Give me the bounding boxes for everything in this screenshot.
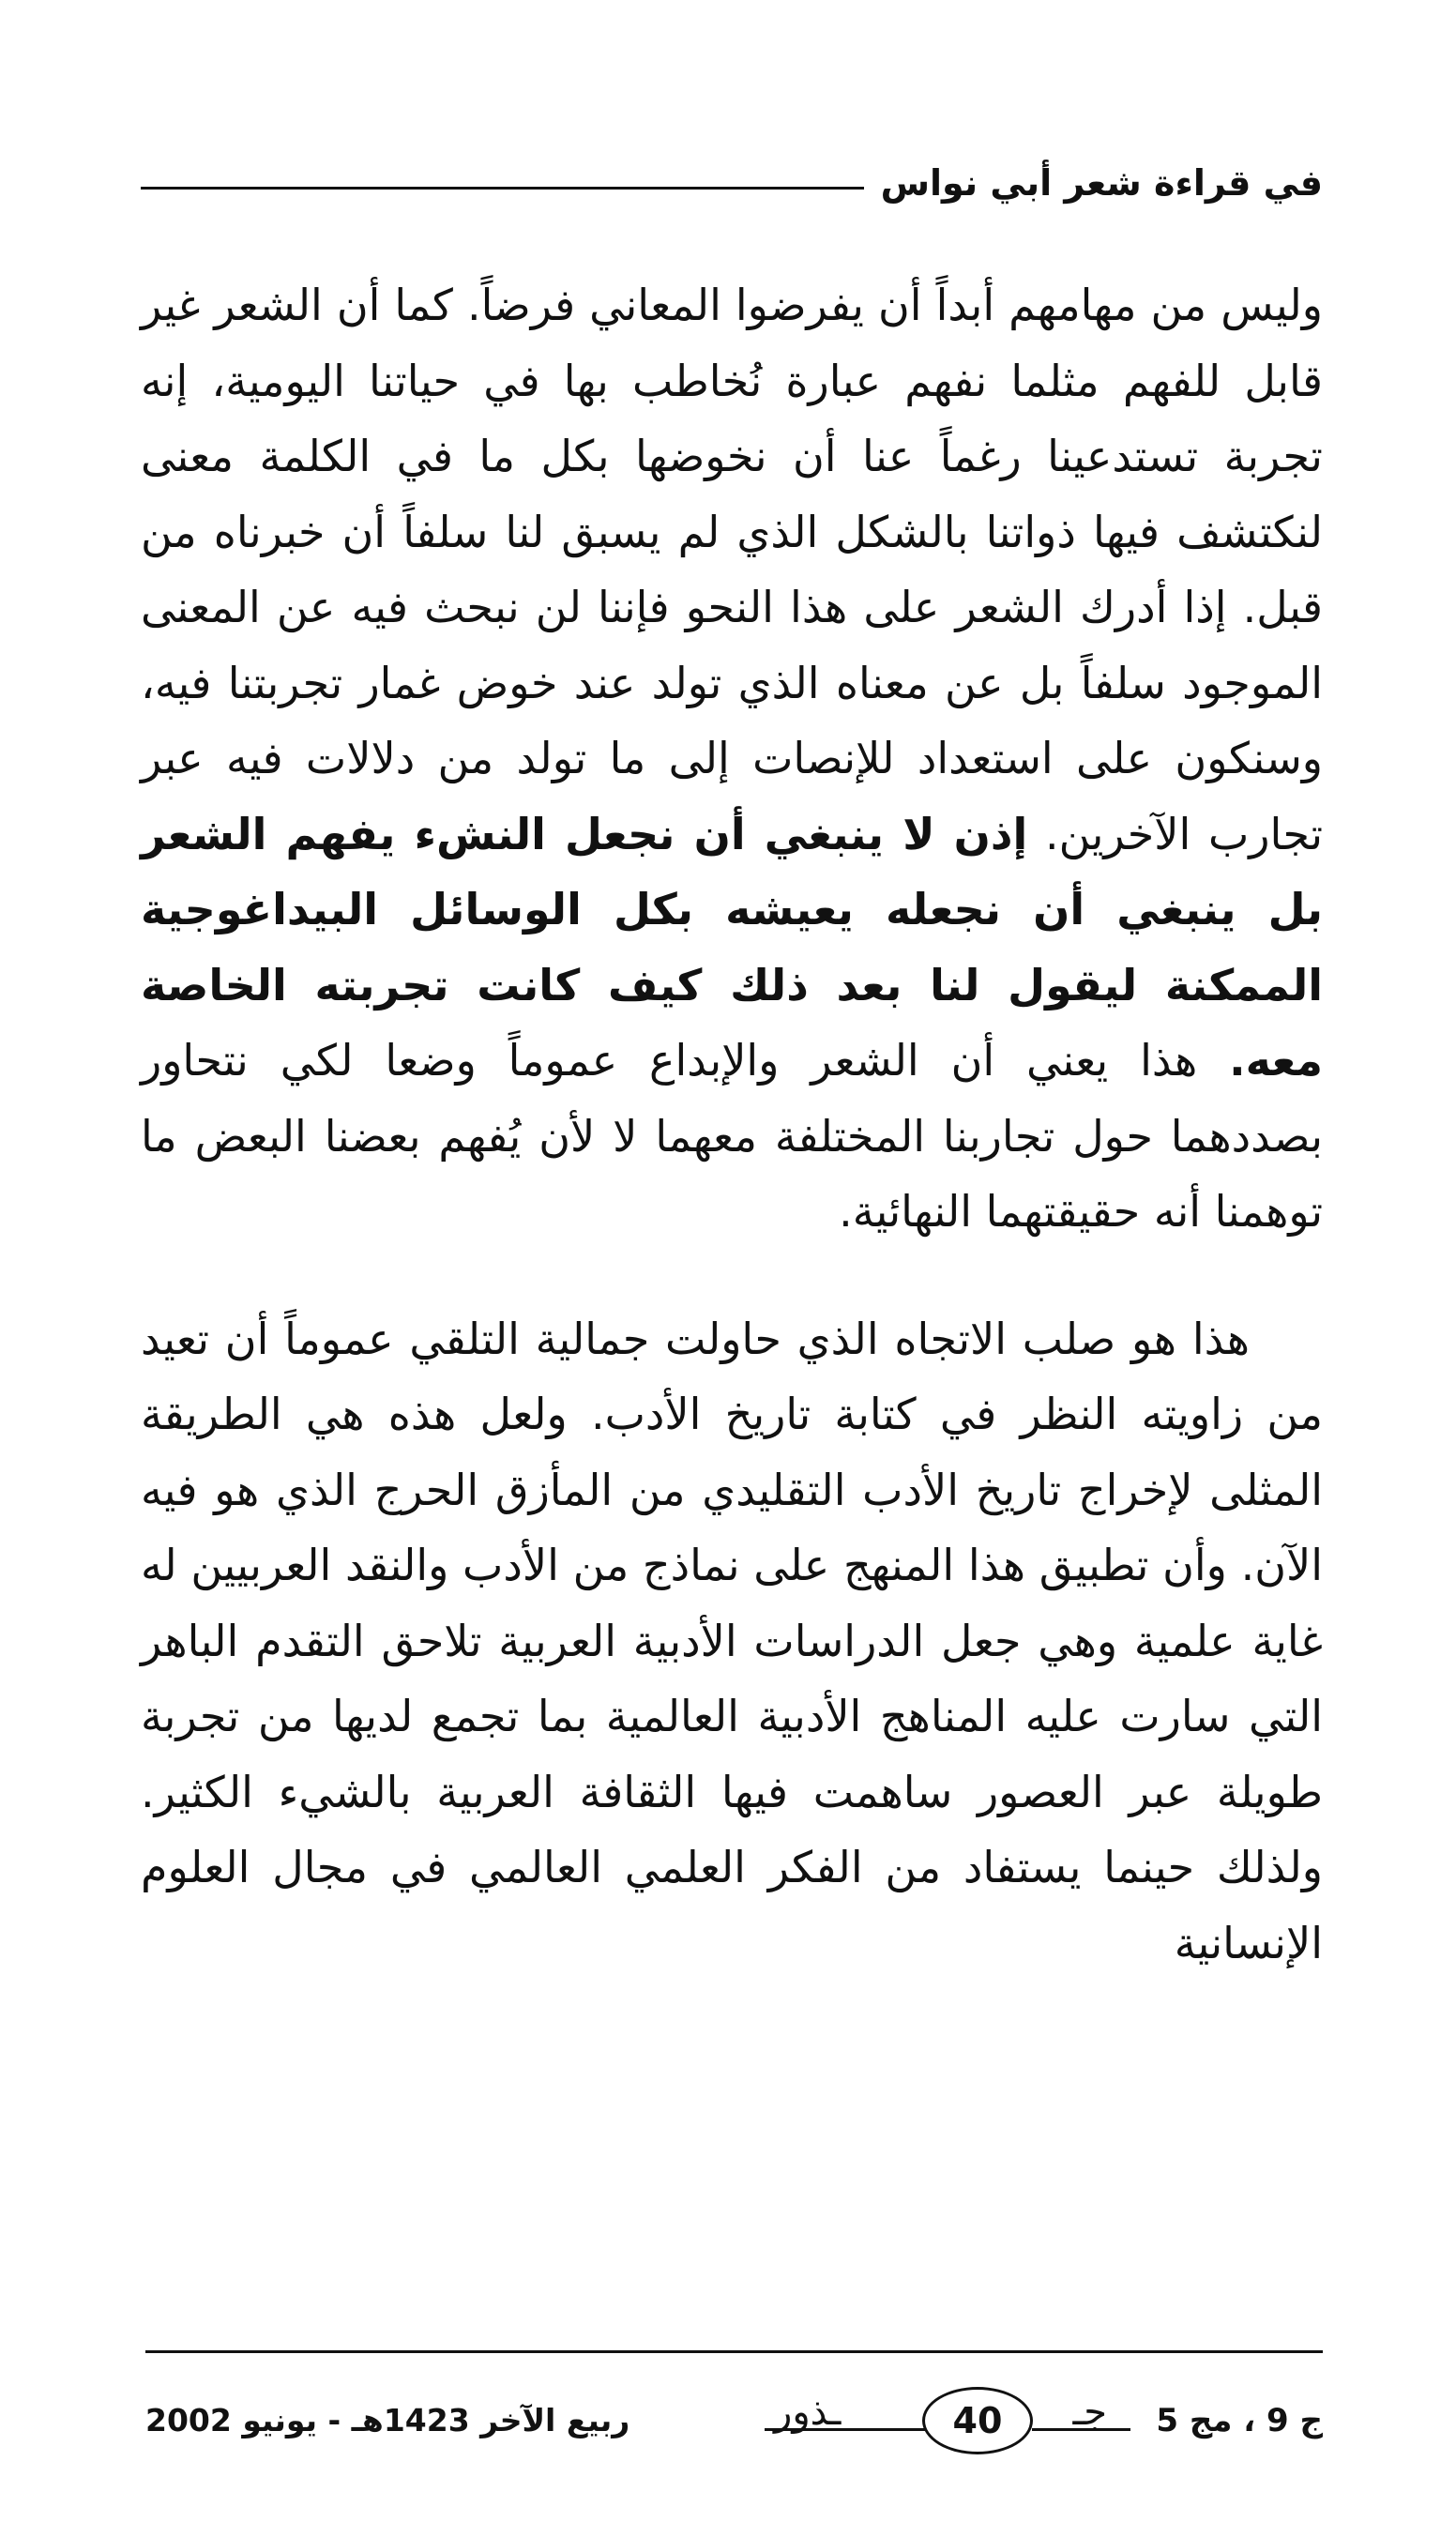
- paragraph-1-text-a: وليس من مهامهم أبداً أن يفرضوا المعاني فرضاً. كما أن الشعر غير قابل للفهم مثلما نفهم عبارة نُخاطب بها في حياتنا اليومية، إنه تجربة تستدعينا رغماً عنا أن نخوضها بكل ما في الكلمة معنى لنكتشف فيها ذواتنا بالشكل الذي لم يسبق لنا سلفاً أن خبرناه من قبل. إذا أدرك الشعر على هذا النحو فإننا لن نبحث فيه عن المعنى الموجود سلفاً بل عن معناه الذي تولد عند خوض غمار تجربتنا فيه، وسنكون على استعداد للإنصات إلى ما تولد من دلالات فيه عبر تجارب الآخرين.: [141, 280, 1324, 859]
- paragraph-1-emphasis: إذن لا ينبغي أن نجعل النشء يفهم الشعر بل ينبغي أن نجعله يعيشه بكل الوسائل البيداغوجية الممكنة ليقول لنا بعد ذلك كيف كانت تجربته الخاصة معه.: [141, 808, 1323, 1086]
- page-footer: [145, 2383, 1323, 2468]
- paragraph-1-text-b: هذا يعني أن الشعر والإبداع عموماً وضعا لكي نتحاور بصددهما حول تجاربنا المختلفة معهما لا لأن يُفهم بعضنا البعض ما توهمنا أنه حقيقتهما النهائية.: [141, 1035, 1323, 1237]
- header-rule: [141, 187, 864, 190]
- header-title: في قراءة شعر أبي نواس: [880, 162, 1323, 204]
- journal-name-part-2: ـذور: [774, 2391, 842, 2434]
- paragraph-2: هذا هو صلب الاتجاه الذي حاولت جمالية التلقي عموماً أن تعيد من زاويته النظر في كتابة تاريخ الأدب. ولعل هذه هي الطريقة المثلى لإخراج تاريخ الأدب التقليدي من المأزق الحرج الذي هو فيه الآن. وأن تطبيق هذا المنهج على نماذج من الأدب والنقد العربيين له غاية علمية وهي جعل الدراسات الأدبية العربية تلاحق التقدم الباهر التي سارت عليه المناهج الأدبية العالمية بما تجمع لديها من تجربة طويلة عبر العصور ساهمت فيها الثقافة العربية بالشيء الكثير. ولذلك حينما يستفاد من الفكر العلمي العالمي في مجال العلوم الإنسانية: [141, 1313, 1323, 1968]
- paragraph-1: [141, 267, 1323, 1250]
- running-header: [141, 150, 1323, 216]
- journal-name-part-1: جـ: [1072, 2391, 1107, 2434]
- footer-volume: ج 9 ، مج 5: [1156, 2402, 1323, 2439]
- page-number: 40: [922, 2387, 1033, 2454]
- body-text: [141, 267, 1323, 1981]
- footer-issue-date: ربيع الآخر 1423هـ - يونيو 2002: [145, 2402, 630, 2438]
- journal-name: [765, 2383, 1130, 2458]
- footer-rule: [145, 2350, 1323, 2353]
